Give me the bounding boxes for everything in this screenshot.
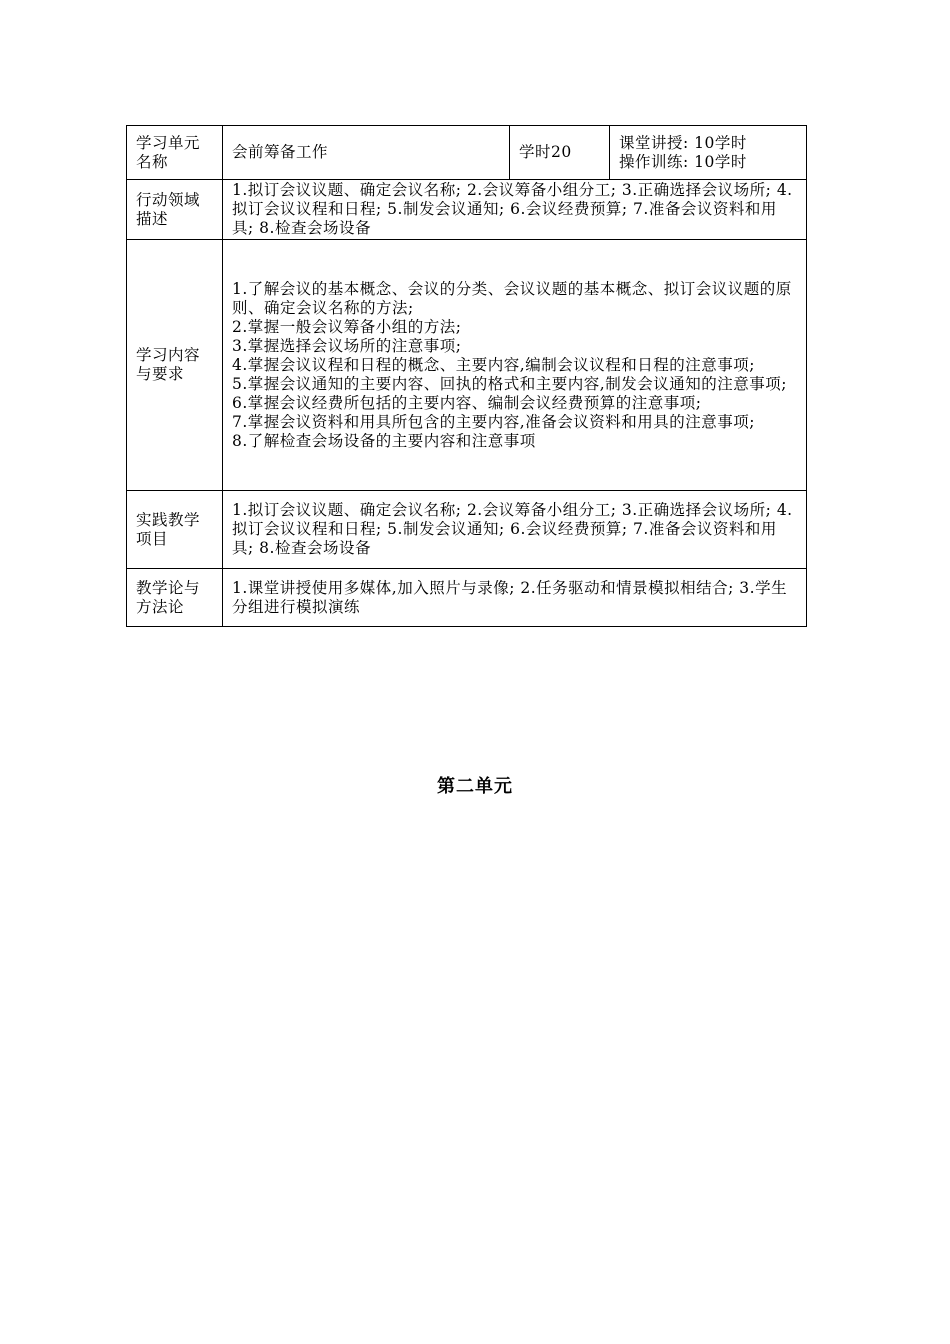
domain-row <box>127 180 807 240</box>
unit-name-value: 会前筹备工作 <box>223 126 510 180</box>
lecture-hours: 课堂讲授: 10学时 <box>619 133 747 152</box>
content-item: 8.了解检查会场设备的主要内容和注意事项 <box>232 431 536 450</box>
content-list <box>223 240 807 491</box>
content-row <box>127 240 807 491</box>
hours-breakdown <box>610 126 807 180</box>
practice-hours: 操作训练: 10学时 <box>619 152 747 171</box>
method-row <box>127 569 807 627</box>
domain-value: 1.拟订会议议题、确定会议名称; 2.会议筹备小组分工; 3.正确选择会议场所; 4.拟订会议议程和日程; 5.制发会议通知; 6.会议经费预算; 7.准备会议资料和用具; 8.检查会场设备 <box>223 180 807 240</box>
method-value: 1.课堂讲授使用多媒体,加入照片与录像; 2.任务驱动和情景模拟相结合; 3.学生分组进行模拟演练 <box>223 569 807 627</box>
unit-name-label: 学习单元名称 <box>127 126 223 180</box>
practice-label: 实践教学项目 <box>127 491 223 569</box>
domain-label: 行动领域描述 <box>127 180 223 240</box>
content-item: 7.掌握会议资料和用具所包含的主要内容,准备会议资料和用具的注意事项; <box>232 412 755 431</box>
section-heading: 第二单元 <box>437 776 513 797</box>
content-item: 2.掌握一般会议筹备小组的方法; <box>232 317 462 336</box>
content-item: 6.掌握会议经费所包括的主要内容、编制会议经费预算的注意事项; <box>232 393 702 412</box>
unit-name-row <box>127 126 807 180</box>
content-item: 5.掌握会议通知的主要内容、回执的格式和主要内容,制发会议通知的注意事项; <box>232 374 787 393</box>
content-item: 3.掌握选择会议场所的注意事项; <box>232 336 462 355</box>
content-item: 4.掌握会议议程和日程的概念、主要内容,编制会议议程和日程的注意事项; <box>232 355 755 374</box>
practice-row <box>127 491 807 569</box>
hours-total: 学时20 <box>510 126 610 180</box>
unit-table <box>126 125 807 627</box>
content-label: 学习内容与要求 <box>127 240 223 491</box>
practice-value: 1.拟订会议议题、确定会议名称; 2.会议筹备小组分工; 3.正确选择会议场所; 4.拟订会议议程和日程; 5.制发会议通知; 6.会议经费预算; 7.准备会议资料和用具; 8.检查会场设备 <box>223 491 807 569</box>
content-item: 1.了解会议的基本概念、会议的分类、会议议题的基本概念、拟订会议议题的原则、确定会议名称的方法; <box>232 279 792 317</box>
method-label: 教学论与方法论 <box>127 569 223 627</box>
